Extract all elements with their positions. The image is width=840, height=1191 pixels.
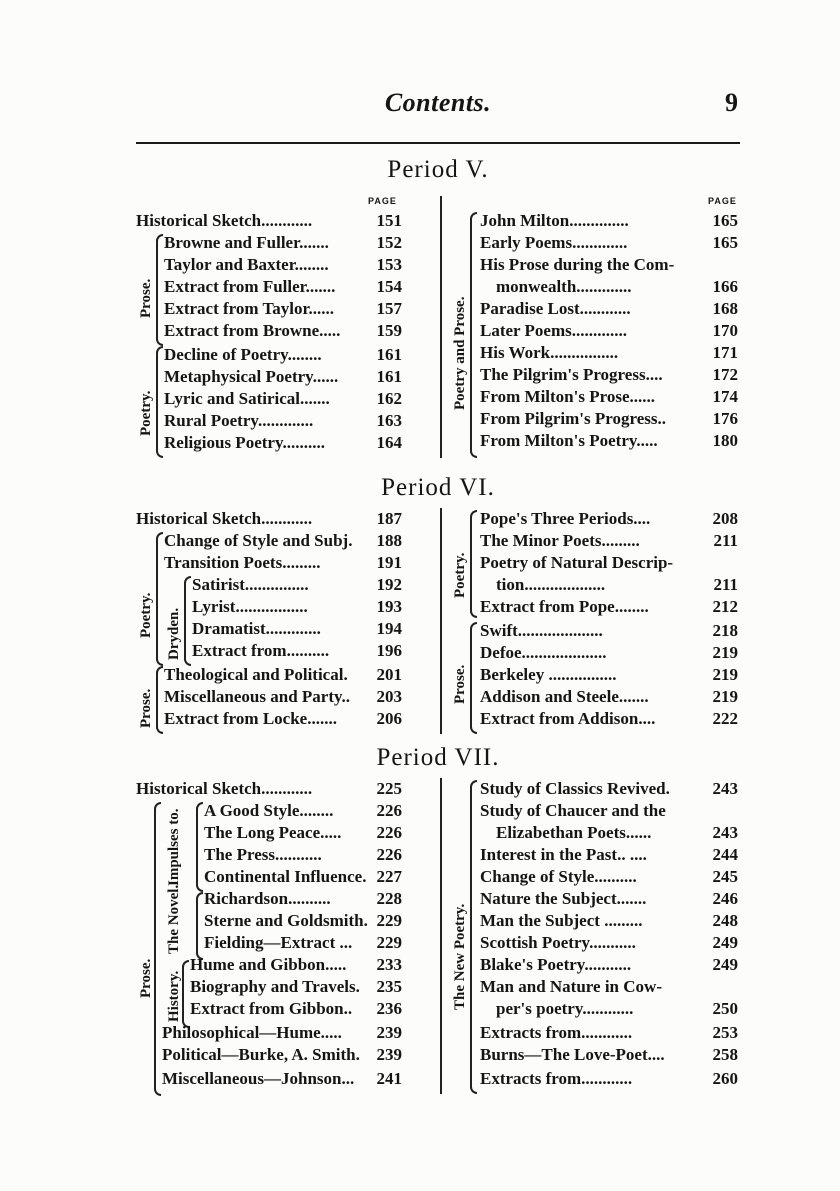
brace (156, 532, 163, 666)
toc-entry: Sterne and Goldsmith. 229 (204, 911, 402, 930)
group-label: Poetry. (138, 592, 154, 638)
group-label: Poetry. (138, 390, 154, 436)
brace (470, 622, 477, 734)
toc-entry: Fielding—Extract ... 229 (204, 933, 402, 952)
group-label: Poetry and Prose. (452, 296, 468, 410)
toc-entry: Historical Sketch............ 151 (136, 211, 402, 230)
column-divider (440, 778, 442, 1094)
toc-entry: Transition Poets......... 191 (164, 553, 402, 572)
toc-entry: Pope's Three Periods.... 208 (480, 509, 738, 528)
period-heading-7: Period VII. (376, 744, 500, 771)
toc-entry: Addison and Steele....... 219 (480, 687, 738, 706)
toc-entry: Extract from.......... 196 (192, 641, 402, 660)
toc-entry: Historical Sketch............ 187 (136, 509, 402, 528)
brace (470, 212, 477, 458)
toc-entry: Study of Classics Revived. 243 (480, 779, 738, 798)
toc-entry: Extracts from............ 253 (480, 1023, 738, 1042)
toc-entry: Lyric and Satirical....... 162 (164, 389, 402, 408)
brace (196, 892, 203, 960)
brace (470, 510, 477, 618)
toc-entry: Biography and Travels. 235 (190, 977, 402, 996)
toc-entry: Extract from Addison.... 222 (480, 709, 738, 728)
header-rule (136, 142, 740, 144)
group-label: Prose. (452, 664, 468, 704)
toc-entry: Continental Influence. 227 (204, 867, 402, 886)
toc-entry: Richardson.......... 228 (204, 889, 402, 908)
toc-entry: Study of Chaucer and the (480, 801, 666, 820)
toc-entry: Extract from Taylor...... 157 (164, 299, 402, 318)
toc-entry: Defoe.................... 219 (480, 643, 738, 662)
toc-entry: Elizabethan Poets...... 243 (496, 823, 738, 842)
brace (156, 234, 163, 346)
toc-entry: Hume and Gibbon..... 233 (190, 955, 402, 974)
column-divider (440, 508, 442, 734)
toc-entry: per's poetry............ 250 (496, 999, 738, 1018)
page-number: 9 (725, 88, 738, 117)
group-label: Prose. (138, 688, 154, 728)
period-7-right-column (452, 778, 740, 1098)
brace (196, 802, 203, 892)
toc-entry: Interest in the Past.. .... 244 (480, 845, 738, 864)
toc-entry: Taylor and Baxter........ 153 (164, 255, 402, 274)
toc-entry: The Minor Poets......... 211 (480, 531, 738, 550)
toc-entry: Dramatist............. 194 (192, 619, 402, 638)
brace (154, 802, 161, 1096)
toc-entry: Man and Nature in Cow- (480, 977, 662, 996)
toc-entry: Extract from Fuller....... 154 (164, 277, 402, 296)
brace (156, 346, 163, 458)
group-label: Prose. (138, 278, 154, 318)
toc-entry: Extract from Browne..... 159 (164, 321, 402, 340)
column-divider (440, 196, 442, 458)
toc-entry: Metaphysical Poetry...... 161 (164, 367, 402, 386)
toc-entry: Miscellaneous—Johnson... 241 (162, 1069, 402, 1088)
brace (470, 780, 477, 1094)
toc-entry: From Pilgrim's Progress.. 176 (480, 409, 738, 428)
toc-entry: Religious Poetry.......... 164 (164, 433, 402, 452)
toc-entry: Rural Poetry............. 163 (164, 411, 402, 430)
toc-entry: The Pilgrim's Progress.... 172 (480, 365, 738, 384)
running-head-title: Contents. (384, 88, 492, 117)
toc-entry: Change of Style and Subj. 188 (164, 531, 402, 550)
toc-entry: A Good Style........ 226 (204, 801, 402, 820)
toc-entry: Berkeley ................ 219 (480, 665, 738, 684)
period-heading-5: Period V. (387, 156, 489, 183)
toc-entry: His Work................ 171 (480, 343, 738, 362)
period-6-right-column (452, 508, 740, 738)
toc-entry: John Milton.............. 165 (480, 211, 738, 230)
toc-entry: The Press........... 226 (204, 845, 402, 864)
group-label: Dryden. (166, 607, 182, 660)
page-column-label: PAGE (368, 196, 397, 206)
group-label: The New Poetry. (452, 903, 468, 1010)
toc-entry: Man the Subject ......... 248 (480, 911, 738, 930)
toc-entry: Poetry of Natural Descrip- (480, 553, 674, 572)
toc-entry: The Long Peace..... 226 (204, 823, 402, 842)
toc-entry: Blake's Poetry........... 249 (480, 955, 738, 974)
toc-entry: Swift.................... 218 (480, 621, 738, 640)
toc-entry: Paradise Lost............ 168 (480, 299, 738, 318)
toc-entry: Theological and Political. 201 (164, 665, 402, 684)
period-heading-6: Period VI. (381, 474, 495, 501)
toc-entry: Miscellaneous and Party.. 203 (164, 687, 402, 706)
group-label: Impulses to. (166, 808, 182, 886)
toc-entry: From Milton's Poetry..... 180 (480, 431, 738, 450)
toc-entry: Later Poems............. 170 (480, 321, 738, 340)
group-label: Poetry. (452, 552, 468, 598)
group-label: History. (166, 970, 182, 1022)
brace (182, 960, 189, 1028)
page-column-label: PAGE (708, 196, 737, 206)
toc-entry: Decline of Poetry........ 161 (164, 345, 402, 364)
brace (156, 666, 163, 734)
toc-entry: monwealth............. 166 (496, 277, 738, 296)
toc-entry: Extract from Locke....... 206 (164, 709, 402, 728)
period-5-right-column (452, 210, 740, 460)
toc-entry: Philosophical—Hume..... 239 (162, 1023, 402, 1042)
toc-entry: Browne and Fuller....... 152 (164, 233, 402, 252)
toc-entry: Nature the Subject....... 246 (480, 889, 738, 908)
period-7-left-column (136, 778, 402, 1098)
toc-entry: Scottish Poetry........... 249 (480, 933, 738, 952)
toc-entry: Historical Sketch............ 225 (136, 779, 402, 798)
period-5-left-column (136, 210, 402, 460)
toc-entry: Extracts from............ 260 (480, 1069, 738, 1088)
group-label: The Novel. (166, 884, 182, 954)
toc-entry: From Milton's Prose...... 174 (480, 387, 738, 406)
toc-entry: Change of Style.......... 245 (480, 867, 738, 886)
toc-entry: Satirist............... 192 (192, 575, 402, 594)
group-label: Prose. (138, 958, 154, 998)
toc-entry: His Prose during the Com- (480, 255, 675, 274)
toc-entry: Lyrist................. 193 (192, 597, 402, 616)
toc-entry: Burns—The Love-Poet.... 258 (480, 1045, 738, 1064)
toc-entry: Political—Burke, A. Smith. 239 (162, 1045, 402, 1064)
toc-entry: Extract from Pope........ 212 (480, 597, 738, 616)
toc-entry: Extract from Gibbon.. 236 (190, 999, 402, 1018)
brace (184, 576, 191, 666)
toc-entry: tion................... 211 (496, 575, 738, 594)
toc-entry: Early Poems............. 165 (480, 233, 738, 252)
running-head (136, 88, 740, 126)
period-6-left-column (136, 508, 402, 738)
